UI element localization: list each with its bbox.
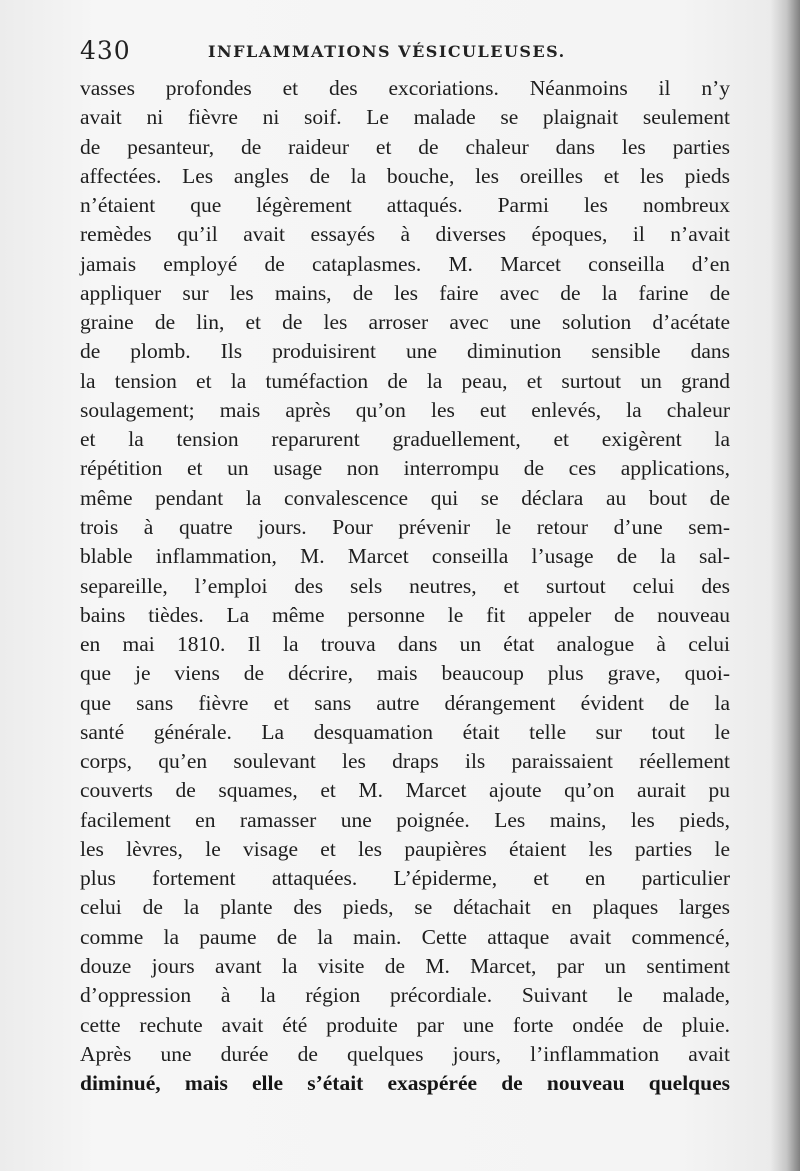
text-line: appliquer sur les mains, de les faire avec de la farine de <box>80 280 730 305</box>
text-line: celui de la plante des pieds, se détachait en plaques larges <box>80 895 730 920</box>
text-line: douze jours avant la visite de M. Marcet, par un sentiment <box>80 953 730 978</box>
body-text <box>80 74 730 1098</box>
text-line: couverts de squames, et M. Marcet ajoute qu’on aurait pu <box>80 778 730 803</box>
page-gutter-shadow <box>770 0 800 1171</box>
text-line: blable inflammation, M. Marcet conseilla l’usage de la sal- <box>80 544 730 569</box>
text-line: diminué, mais elle s’était exaspérée de nouveau quelques <box>80 1071 730 1096</box>
text-line: comme la paume de la main. Cette attaque avait commencé, <box>80 924 730 949</box>
text-line: bains tièdes. La même personne le fit appeler de nouveau <box>80 602 730 627</box>
text-line: separeille, l’emploi des sels neutres, et surtout celui des <box>80 573 730 598</box>
text-line: corps, qu’en soulevant les draps ils paraissaient réellement <box>80 749 730 774</box>
text-line: en mai 1810. Il la trouva dans un état analogue à celui <box>80 632 730 657</box>
page-header <box>80 36 720 76</box>
text-line: que sans fièvre et sans autre dérangement évident de la <box>80 690 730 715</box>
running-head: INFLAMMATIONS VÉSICULEUSES. <box>208 42 566 61</box>
text-line: n’étaient que légèrement attaqués. Parmi les nombreux <box>80 193 730 218</box>
text-line: et la tension reparurent graduellement, et exigèrent la <box>80 427 730 452</box>
text-line: santé générale. La desquamation était telle sur tout le <box>80 719 730 744</box>
text-line: les lèvres, le visage et les paupières étaient les parties le <box>80 836 730 861</box>
text-line: avait ni fièvre ni soif. Le malade se plaignait seulement <box>80 105 730 130</box>
text-line: jamais employé de cataplasmes. M. Marcet conseilla d’en <box>80 251 730 276</box>
text-line: de plomb. Ils produisirent une diminution sensible dans <box>80 339 730 364</box>
text-line: de pesanteur, de raideur et de chaleur dans les parties <box>80 134 730 159</box>
text-line: soulagement; mais après qu’on les eut enlevés, la chaleur <box>80 397 730 422</box>
text-line: trois à quatre jours. Pour prévenir le retour d’une sem- <box>80 514 730 539</box>
text-line: cette rechute avait été produite par une forte ondée de pluie. <box>80 1012 730 1037</box>
text-line: facilement en ramasser une poignée. Les mains, les pieds, <box>80 807 730 832</box>
text-line: graine de lin, et de les arroser avec une solution d’acétate <box>80 310 730 335</box>
text-line: même pendant la convalescence qui se déclara au bout de <box>80 485 730 510</box>
text-line: vasses profondes et des excoriations. Néanmoins il n’y <box>80 76 730 100</box>
text-line: la tension et la tuméfaction de la peau, et surtout un grand <box>80 368 730 393</box>
text-line: d’oppression à la région précordiale. Suivant le malade, <box>80 983 730 1008</box>
text-line: Après une durée de quelques jours, l’inflammation avait <box>80 1041 730 1066</box>
text-line: affectées. Les angles de la bouche, les oreilles et les pieds <box>80 163 730 188</box>
text-line: que je viens de décrire, mais beaucoup plus grave, quoi- <box>80 661 730 686</box>
text-line: plus fortement attaquées. L’épiderme, et en particulier <box>80 866 730 891</box>
text-line: remèdes qu’il avait essayés à diverses époques, il n’avait <box>80 222 730 247</box>
text-line: répétition et un usage non interrompu de ces applications, <box>80 456 730 481</box>
page-number: 430 <box>80 36 131 65</box>
